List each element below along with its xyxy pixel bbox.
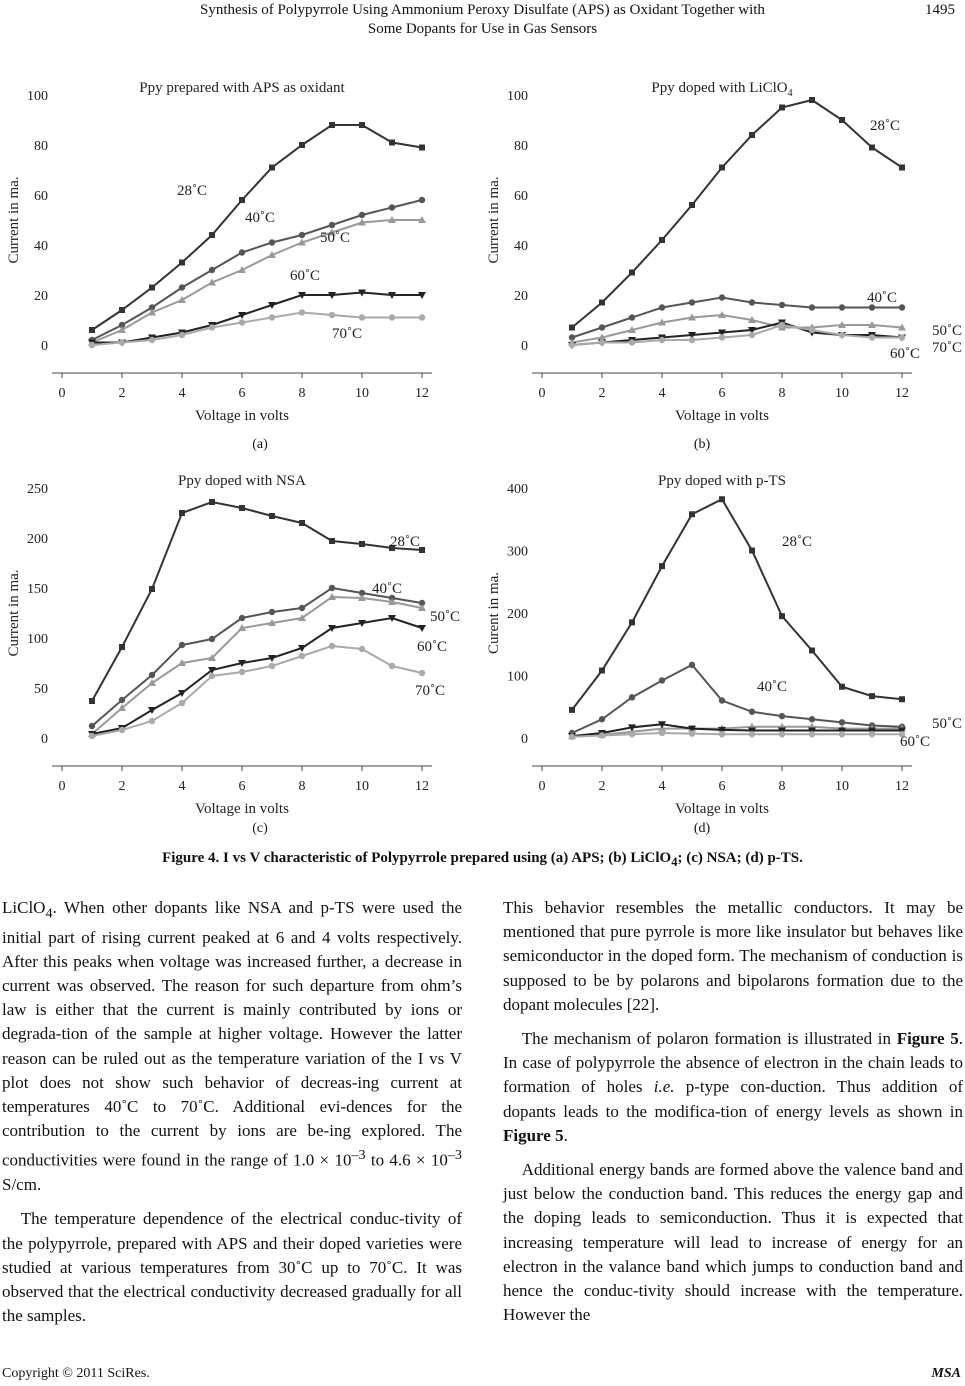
data-point xyxy=(179,260,185,266)
x-tick-label: 2 xyxy=(598,386,606,401)
data-point xyxy=(299,142,305,148)
data-point xyxy=(749,548,755,554)
data-point xyxy=(179,700,185,706)
x-tick-label: 4 xyxy=(658,386,666,401)
data-point xyxy=(89,733,95,739)
data-point xyxy=(779,105,785,111)
left-column xyxy=(2,896,462,1329)
data-point xyxy=(359,212,365,218)
data-point xyxy=(89,342,95,348)
x-tick-label: 2 xyxy=(598,779,606,794)
data-point xyxy=(779,613,785,619)
series-label: 40˚C xyxy=(867,290,897,306)
series-label: 50˚C xyxy=(430,609,460,625)
series-label: 28˚C xyxy=(177,183,207,199)
data-point xyxy=(689,511,695,517)
data-point xyxy=(689,662,695,668)
series-label: 28˚C xyxy=(782,534,812,550)
x-tick-label: 12 xyxy=(415,779,429,794)
data-point xyxy=(419,314,425,320)
right-paragraph-2 xyxy=(503,1027,963,1148)
data-point xyxy=(659,730,665,736)
data-point xyxy=(599,300,605,306)
data-point xyxy=(269,663,275,669)
series-label: 60˚C xyxy=(900,734,930,750)
figure-reference-link[interactable]: Figure 5 xyxy=(896,1029,959,1049)
x-axis-label: Voltage in volts xyxy=(675,408,769,424)
data-point xyxy=(269,609,275,615)
text-span: . In case of polypyrrole the absence of electron in the chain leads to formation of holes xyxy=(503,1029,963,1097)
data-point xyxy=(599,668,605,674)
data-point xyxy=(899,165,905,171)
data-point xyxy=(119,697,125,703)
data-point xyxy=(839,719,845,725)
data-point xyxy=(899,334,905,340)
data-point xyxy=(899,304,905,310)
data-point xyxy=(149,285,155,291)
data-point xyxy=(269,314,275,320)
data-point xyxy=(179,642,185,648)
data-point xyxy=(869,145,875,151)
data-point xyxy=(359,541,365,547)
y-tick-label: 60 xyxy=(514,189,528,204)
chart-d-pts xyxy=(482,463,962,843)
data-point xyxy=(89,327,95,333)
y-tick-label: 300 xyxy=(507,544,528,560)
data-point xyxy=(299,520,305,526)
chart-title: Ppy doped with LiClO$_4$ xyxy=(651,80,793,99)
running-title-line1: Synthesis of Polypyrrole Using Ammonium Peroxy Disulfate (APS) as Oxidant Together with xyxy=(200,2,765,18)
data-point xyxy=(179,284,185,290)
chart-title: Ppy prepared with APS as oxidant xyxy=(139,80,345,96)
data-point xyxy=(719,697,725,703)
data-point xyxy=(419,197,425,203)
x-tick-label: 10 xyxy=(355,779,369,794)
data-point xyxy=(659,563,665,569)
y-tick-label: 80 xyxy=(34,139,48,154)
x-tick-label: 8 xyxy=(778,386,786,401)
data-point xyxy=(719,165,725,171)
data-point xyxy=(359,122,365,128)
data-point xyxy=(599,732,605,738)
data-point xyxy=(779,713,785,719)
data-point xyxy=(179,510,185,516)
y-tick-label: 40 xyxy=(34,239,48,254)
data-point xyxy=(689,202,695,208)
data-point xyxy=(839,332,845,338)
footer-copyright: Copyright © 2011 SciRes. xyxy=(2,1366,150,1381)
page-number: 1495 xyxy=(925,2,955,18)
x-tick-label: 6 xyxy=(718,386,726,401)
chart-svg xyxy=(482,70,962,450)
y-tick-label: 50 xyxy=(34,682,48,697)
data-point xyxy=(269,165,275,171)
x-axis-label: Voltage in volts xyxy=(195,801,289,817)
data-point xyxy=(119,727,125,733)
data-point xyxy=(899,696,905,702)
data-point xyxy=(149,586,155,592)
data-point xyxy=(599,339,605,345)
data-point xyxy=(209,636,215,642)
series-label: 50˚C xyxy=(932,323,962,339)
series-label: 40˚C xyxy=(245,210,275,226)
right-paragraph-3: Additional energy bands are formed above the valence band and just below the conduction band. This reduces the energy gap and the doping leads to semiconduction. Thus it is expected that increasing temperature will lead to increase of energy for an electron in the valance band which jumps to conduction band and hence the conduc-tivity should increase with the temperature. However the xyxy=(503,1160,963,1325)
data-point xyxy=(239,197,245,203)
left-paragraph-1 xyxy=(2,896,462,1197)
data-point xyxy=(629,731,635,737)
x-tick-label: 12 xyxy=(895,386,909,401)
chart-title: Ppy doped with NSA xyxy=(178,473,306,489)
data-point xyxy=(839,117,845,123)
data-point xyxy=(629,619,635,625)
data-point xyxy=(329,222,335,228)
data-point xyxy=(809,648,815,654)
data-point xyxy=(659,337,665,343)
text-span: to 4.6 × 10 xyxy=(365,1151,448,1171)
y-axis-label: Curent in ma. xyxy=(486,571,502,655)
panel-label-d: (d) xyxy=(693,821,711,836)
data-point xyxy=(329,585,335,591)
y-tick-label: 100 xyxy=(507,89,528,104)
x-tick-label: 6 xyxy=(238,386,246,401)
text-subscript: 4 xyxy=(45,905,53,922)
text-span: . xyxy=(563,1125,568,1145)
data-point xyxy=(749,132,755,138)
data-point xyxy=(809,97,815,103)
data-point xyxy=(239,615,245,621)
x-tick-label: 6 xyxy=(238,779,246,794)
figure-caption xyxy=(0,850,965,870)
data-point xyxy=(89,723,95,729)
data-point xyxy=(749,332,755,338)
left-paragraph-2: The temperature dependence of the electrical conduc-tivity of the polypyrrole, prepared with APS and their doped varieties were studied at various temperatures from 30˚C up to 70˚C. It was observed that the electrical conductivity decreased gradually for all the samples. xyxy=(2,1209,462,1326)
y-tick-label: 40 xyxy=(514,239,528,254)
x-tick-label: 0 xyxy=(538,386,546,401)
data-point xyxy=(329,122,335,128)
data-point xyxy=(569,325,575,331)
series-label: 50˚C xyxy=(320,230,350,246)
data-point xyxy=(149,337,155,343)
y-tick-label: 60 xyxy=(34,189,48,204)
y-tick-label: 200 xyxy=(507,607,528,622)
data-point xyxy=(329,643,335,649)
data-point xyxy=(149,718,155,724)
data-point xyxy=(239,669,245,675)
running-header xyxy=(0,0,965,44)
x-tick-label: 0 xyxy=(58,779,66,794)
data-point xyxy=(809,327,815,333)
y-tick-label: 150 xyxy=(27,582,48,597)
data-point xyxy=(209,324,215,330)
x-tick-label: 2 xyxy=(118,386,126,401)
text-span: S/cm. xyxy=(2,1175,42,1195)
x-tick-label: 12 xyxy=(415,386,429,401)
x-tick-label: 10 xyxy=(835,386,849,401)
x-tick-label: 0 xyxy=(538,779,546,794)
y-tick-label: 100 xyxy=(27,89,48,104)
data-point xyxy=(209,232,215,238)
x-axis-label: Voltage in volts xyxy=(675,801,769,817)
data-point xyxy=(149,672,155,678)
x-tick-label: 8 xyxy=(778,779,786,794)
data-point xyxy=(389,204,395,210)
data-point xyxy=(119,644,125,650)
data-point xyxy=(599,324,605,330)
y-tick-label: 100 xyxy=(27,632,48,647)
y-tick-label: 20 xyxy=(514,289,528,304)
y-tick-label: 0 xyxy=(521,339,528,354)
data-point xyxy=(299,232,305,238)
series-label: 60˚C xyxy=(890,346,920,362)
y-tick-label: 20 xyxy=(34,289,48,304)
data-point xyxy=(659,304,665,310)
panel-label-a: (a) xyxy=(252,437,268,452)
data-point xyxy=(839,684,845,690)
y-tick-label: 400 xyxy=(507,482,528,497)
data-point xyxy=(629,694,635,700)
data-point xyxy=(659,237,665,243)
x-tick-label: 4 xyxy=(658,779,666,794)
x-tick-label: 2 xyxy=(118,779,126,794)
text-span: p-type con-duction. Thus addition of dopants leads to the modifica-tion of energy levels as shown in xyxy=(503,1077,963,1121)
footer-journal: MSA xyxy=(931,1366,961,1381)
x-tick-label: 4 xyxy=(178,386,186,401)
data-point xyxy=(569,734,575,740)
chart-c-nsa xyxy=(2,463,482,843)
text-span: LiClO xyxy=(2,898,46,917)
data-point xyxy=(779,322,785,328)
chart-b-liclo4 xyxy=(482,70,962,450)
data-point xyxy=(209,267,215,273)
data-point xyxy=(779,302,785,308)
text-italic: i.e. xyxy=(653,1077,675,1097)
x-tick-label: 12 xyxy=(895,779,909,794)
data-point xyxy=(209,499,215,505)
data-point xyxy=(689,730,695,736)
data-point xyxy=(809,304,815,310)
data-point xyxy=(659,677,665,683)
data-point xyxy=(839,731,845,737)
caption-part-2: ; (c) NSA; (d) p-TS. xyxy=(677,850,803,866)
y-axis-label: Current in ma. xyxy=(6,569,22,657)
data-point xyxy=(869,334,875,340)
x-tick-label: 4 xyxy=(178,779,186,794)
data-point xyxy=(719,731,725,737)
series-label: 40˚C xyxy=(372,581,402,597)
text-superscript: –3 xyxy=(351,1147,366,1164)
data-point xyxy=(779,731,785,737)
data-point xyxy=(329,538,335,544)
data-point xyxy=(299,309,305,315)
data-point xyxy=(749,731,755,737)
data-point xyxy=(599,716,605,722)
y-axis-label: Current in ma. xyxy=(6,176,22,264)
caption-part-1: Figure 4. I vs V characteristic of Polypyrrole prepared using (a) APS; (b) LiClO xyxy=(162,850,672,866)
data-point xyxy=(419,670,425,676)
data-point xyxy=(629,339,635,345)
series-label: 60˚C xyxy=(290,268,320,284)
panel-label-b: (b) xyxy=(693,437,711,452)
data-point xyxy=(389,314,395,320)
chart-svg xyxy=(482,463,962,843)
x-tick-label: 10 xyxy=(355,386,369,401)
data-point xyxy=(209,673,215,679)
right-column xyxy=(503,896,963,1327)
data-point xyxy=(689,299,695,305)
data-point xyxy=(389,140,395,146)
data-point xyxy=(299,605,305,611)
data-point xyxy=(839,304,845,310)
y-tick-label: 100 xyxy=(507,669,528,685)
x-tick-label: 10 xyxy=(835,779,849,794)
data-point xyxy=(569,707,575,713)
data-point xyxy=(629,314,635,320)
series-label: 40˚C xyxy=(757,679,787,695)
chart-svg xyxy=(2,70,482,450)
y-tick-label: 0 xyxy=(521,732,528,747)
caption-sub: 4 xyxy=(671,855,678,869)
y-tick-label: 0 xyxy=(41,339,48,354)
data-point xyxy=(329,312,335,318)
data-point xyxy=(419,145,425,151)
data-point xyxy=(239,319,245,325)
series-label: 70˚C xyxy=(415,683,445,699)
text-span: . When other dopants like NSA and p-TS were used the initial part of rising current peaked at 6 and 4 volts respectively. After this peaks when voltage was increased further, a decrease in current was observed. The reason for such departure from ohm’s law is either that the current is mainly contributed by ions or degrada-tion of the sample at higher voltage. However the latter reason can be ruled out as the temperature variation of the I vs V plot does not show such behavior of decreas-ing current at temperatures 40˚C to 70˚C. Additional evi-dences for the contribution to the current by ions are be-ing explored. The conductivities were found in the range of 1.0 × 10 xyxy=(2,898,462,1171)
text-span: The mechanism of polaron formation is illustrated in xyxy=(521,1029,897,1049)
data-point xyxy=(239,249,245,255)
chart-title: Ppy doped with p-TS xyxy=(658,473,786,489)
data-point xyxy=(569,342,575,348)
series-label: 50˚C xyxy=(932,716,962,732)
chart-svg xyxy=(2,463,482,843)
running-title-line2: Some Dopants for Use in Gas Sensors xyxy=(367,21,598,37)
data-point xyxy=(269,513,275,519)
y-axis-label: Current in ma. xyxy=(486,176,502,264)
data-point xyxy=(749,709,755,715)
y-tick-label: 250 xyxy=(27,482,48,497)
series-label: 28˚C xyxy=(870,118,900,134)
data-point xyxy=(119,339,125,345)
data-point xyxy=(239,505,245,511)
right-paragraph-1: This behavior resembles the metallic conductors. It may be mentioned that pure pyrrole is more like insulator but behaves like semiconductor in the doped form. The mechanism of conduction is supposed to be by polarons and bipolarons formation due to the dopant molecules [22]. xyxy=(503,898,963,1014)
x-tick-label: 8 xyxy=(298,779,306,794)
data-point xyxy=(719,496,725,502)
data-point xyxy=(359,646,365,652)
data-point xyxy=(629,270,635,276)
y-tick-label: 200 xyxy=(27,532,48,547)
data-point xyxy=(809,731,815,737)
data-point xyxy=(749,299,755,305)
series-label: 60˚C xyxy=(417,639,447,655)
data-point xyxy=(719,294,725,300)
y-tick-label: 80 xyxy=(514,139,528,154)
data-point xyxy=(269,239,275,245)
y-tick-label: 0 xyxy=(41,732,48,747)
data-point xyxy=(719,334,725,340)
data-point xyxy=(689,337,695,343)
data-point xyxy=(179,332,185,338)
x-tick-label: 8 xyxy=(298,386,306,401)
data-point xyxy=(299,653,305,659)
x-axis-label: Voltage in volts xyxy=(195,408,289,424)
data-point xyxy=(869,693,875,699)
data-point xyxy=(89,698,95,704)
x-tick-label: 6 xyxy=(718,779,726,794)
chart-a-aps xyxy=(2,70,482,450)
text-superscript: –3 xyxy=(447,1147,462,1164)
figure-reference-link[interactable]: Figure 5 xyxy=(503,1125,564,1145)
data-point xyxy=(869,731,875,737)
data-point xyxy=(809,716,815,722)
x-tick-label: 0 xyxy=(58,386,66,401)
data-point xyxy=(389,663,395,669)
panel-label-c: (c) xyxy=(252,821,268,836)
data-point xyxy=(119,307,125,313)
series-label: 28˚C xyxy=(390,534,420,550)
series-label: 70˚C xyxy=(332,326,362,342)
series-label: 70˚C xyxy=(932,340,962,356)
data-point xyxy=(359,314,365,320)
